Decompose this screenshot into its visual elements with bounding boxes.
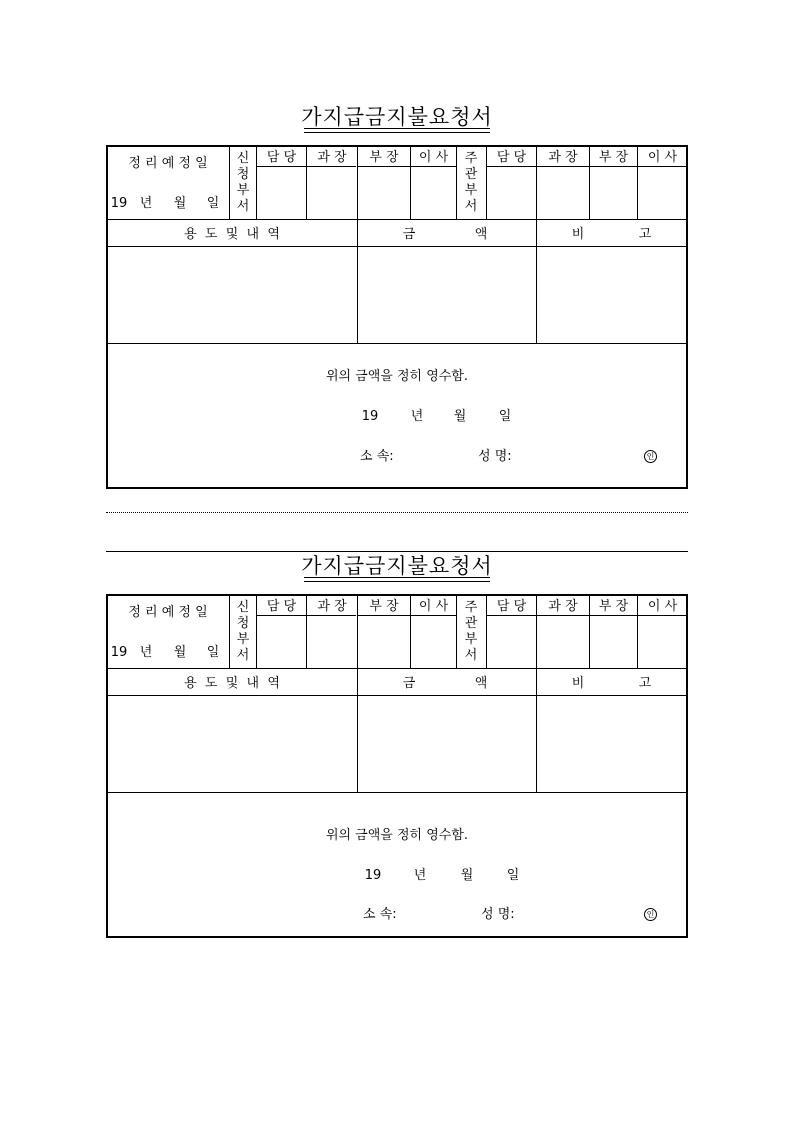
receipt-year-unit: 년 (413, 868, 427, 883)
receipt-statement: 위의 금액을 정히 영수함. (325, 369, 469, 384)
applicant-dept-char: 청 (236, 616, 250, 631)
applicant-dept-char: 부 (236, 632, 250, 647)
settlement-year-unit: 년 (139, 645, 153, 660)
managing-dept-char: 부 (464, 183, 478, 198)
usage-header: 용 도 및 내 역 (184, 227, 280, 242)
settlement-year-unit: 년 (139, 196, 153, 211)
receipt-year: 19 (364, 868, 382, 883)
seal-mark: 인 (644, 450, 657, 463)
applicant-role-section-chief: 과 장 (317, 150, 347, 165)
managing-role-staff: 담 당 (496, 599, 527, 614)
amount-header-b: 액 (474, 227, 488, 242)
form-title: 가지급금지불요청서 (301, 554, 493, 578)
form-table (106, 594, 688, 938)
form-title: 가지급금지불요청서 (301, 105, 493, 129)
managing-role-director: 이 사 (647, 150, 678, 165)
applicant-role-dept-head: 부 장 (369, 150, 399, 165)
affiliation-label: 소 속: (363, 907, 397, 922)
applicant-role-director: 이 사 (418, 599, 449, 614)
settlement-day-unit: 일 (206, 196, 220, 211)
applicant-role-dept-head: 부 장 (369, 599, 399, 614)
applicant-dept-char: 신 (236, 151, 250, 166)
remarks-header-b: 고 (638, 676, 652, 691)
settlement-year: 19 (110, 196, 128, 211)
managing-dept-char: 관 (464, 616, 478, 631)
affiliation-label: 소 속: (360, 449, 394, 464)
applicant-dept-char: 청 (236, 167, 250, 182)
settlement-day-unit: 일 (206, 645, 220, 660)
managing-dept-char: 주 (464, 600, 478, 615)
managing-role-section-chief: 과 장 (548, 150, 578, 165)
receipt-year: 19 (361, 409, 379, 424)
managing-role-section-chief: 과 장 (548, 599, 578, 614)
applicant-role-staff: 담 당 (266, 599, 297, 614)
managing-dept-char: 주 (464, 151, 478, 166)
settlement-date-label: 정 리 예 정 일 (128, 605, 208, 620)
amount-header-a: 금 (402, 676, 416, 691)
name-label: 성 명: (478, 449, 512, 464)
remarks-header-a: 비 (571, 676, 585, 691)
receipt-year-unit: 년 (410, 409, 424, 424)
amount-header-b: 액 (474, 676, 488, 691)
remarks-header-a: 비 (571, 227, 585, 242)
managing-role-dept-head: 부 장 (598, 599, 629, 614)
usage-header: 용 도 및 내 역 (184, 676, 280, 691)
settlement-year: 19 (110, 645, 128, 660)
title-underline (304, 128, 490, 133)
amount-header-a: 금 (402, 227, 416, 242)
applicant-dept-char: 서 (236, 199, 250, 214)
applicant-role-staff: 담 당 (266, 150, 297, 165)
settlement-month-unit: 월 (173, 196, 187, 211)
cut-line (106, 512, 688, 513)
managing-role-staff: 담 당 (496, 150, 527, 165)
name-label: 성 명: (481, 907, 515, 922)
receipt-day-unit: 일 (498, 409, 512, 424)
managing-dept-char: 서 (464, 199, 478, 214)
form-table (106, 145, 688, 489)
managing-dept-char: 부 (464, 632, 478, 647)
managing-role-director: 이 사 (647, 599, 678, 614)
settlement-month-unit: 월 (173, 645, 187, 660)
applicant-dept-char: 부 (236, 183, 250, 198)
managing-dept-char: 관 (464, 167, 478, 182)
receipt-day-unit: 일 (506, 868, 520, 883)
applicant-role-section-chief: 과 장 (317, 599, 347, 614)
settlement-date-label: 정 리 예 정 일 (128, 156, 208, 171)
applicant-dept-char: 신 (236, 600, 250, 615)
receipt-month-unit: 월 (453, 409, 467, 424)
applicant-dept-char: 서 (236, 648, 250, 663)
applicant-role-director: 이 사 (418, 150, 449, 165)
receipt-month-unit: 월 (460, 868, 474, 883)
divider-line (106, 551, 688, 552)
title-underline (304, 577, 490, 582)
remarks-header-b: 고 (638, 227, 652, 242)
managing-dept-char: 서 (464, 648, 478, 663)
receipt-statement: 위의 금액을 정히 영수함. (325, 828, 469, 843)
seal-mark: 인 (644, 908, 657, 921)
managing-role-dept-head: 부 장 (598, 150, 629, 165)
